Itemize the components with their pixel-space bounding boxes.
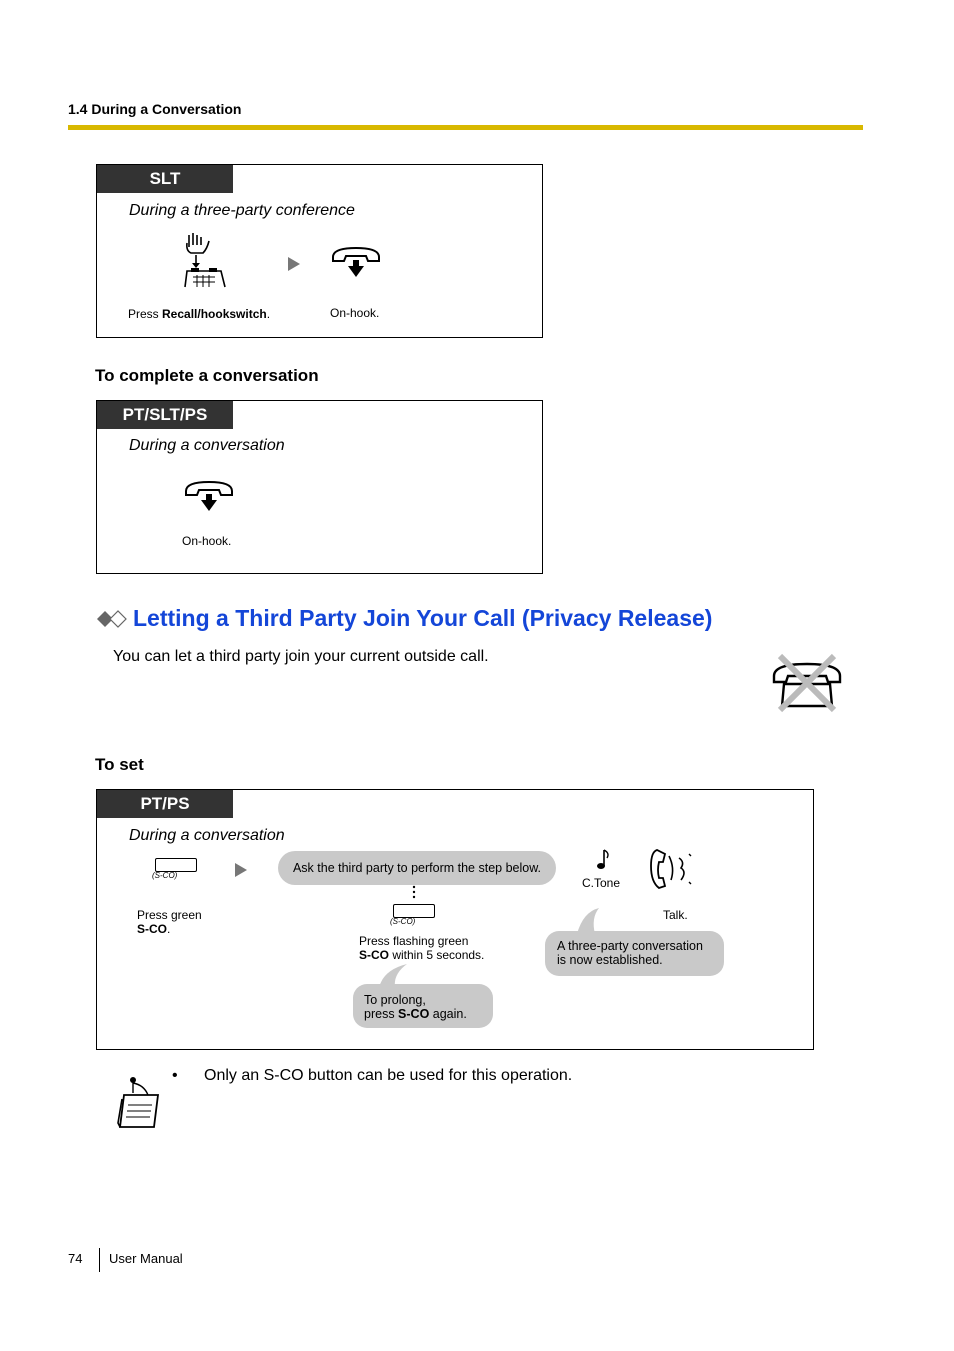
onhook-icon — [183, 479, 235, 515]
note-pad-icon — [114, 1073, 164, 1129]
complete-step1-caption: On-hook. — [182, 534, 232, 548]
complete-context: During a conversation — [129, 437, 285, 454]
talk-label: Talk. — [663, 908, 688, 922]
ctone-label: C.Tone — [582, 876, 621, 890]
step2-caption: Press flashing green S-CO within 5 seconds. — [359, 934, 485, 962]
step1-caption: Press green S-CO. — [137, 908, 202, 936]
to-set-procedure-box — [96, 789, 814, 1050]
sco-button-icon — [393, 904, 435, 918]
sco-button-icon — [155, 858, 197, 872]
step-arrow — [288, 257, 300, 271]
slt-step2-caption: On-hook. — [330, 306, 380, 320]
no-phone-icon — [770, 654, 844, 712]
complete-heading: To complete a conversation — [95, 366, 319, 385]
slt-procedure-box — [96, 164, 543, 338]
complete-procedure-box — [96, 400, 543, 574]
slt-tab: SLT — [97, 165, 233, 193]
established-bubble: A three-party conversation is now established. — [545, 931, 724, 976]
prolong-bubble: To prolong, press S-CO again. — [353, 984, 493, 1028]
footer-label: User Manual — [109, 1251, 183, 1266]
section-header: 1.4 During a Conversation — [68, 101, 242, 117]
to-set-tab: PT/PS — [97, 790, 233, 818]
section-title: Letting a Third Party Join Your Call (Privacy Release) — [133, 605, 713, 631]
sco-label: (S-CO) — [390, 917, 416, 926]
slt-context: During a three-party conference — [129, 202, 355, 219]
dotted-connector — [412, 885, 416, 901]
note-text: Only an S-CO button can be used for this operation. — [204, 1067, 573, 1084]
talk-icon — [649, 846, 695, 892]
hookswitch-icon — [181, 231, 229, 289]
to-set-heading: To set — [95, 755, 144, 774]
step-arrow — [235, 863, 247, 877]
to-set-context: During a conversation — [129, 827, 285, 844]
page-number: 74 — [68, 1251, 83, 1266]
ask-third-party-bubble: Ask the third party to perform the step below. — [278, 851, 556, 885]
music-note-icon — [595, 848, 613, 872]
diamond-icon — [96, 610, 128, 628]
slt-step1-caption: Press Recall/hookswitch. — [128, 307, 271, 321]
onhook-icon — [330, 245, 382, 281]
note-bullet: • — [172, 1067, 178, 1084]
sco-label: (S-CO) — [152, 871, 178, 880]
footer-divider — [99, 1248, 100, 1272]
section-intro: You can let a third party join your current outside call. — [113, 648, 489, 665]
header-rule — [68, 125, 863, 130]
complete-tab: PT/SLT/PS — [97, 401, 233, 429]
